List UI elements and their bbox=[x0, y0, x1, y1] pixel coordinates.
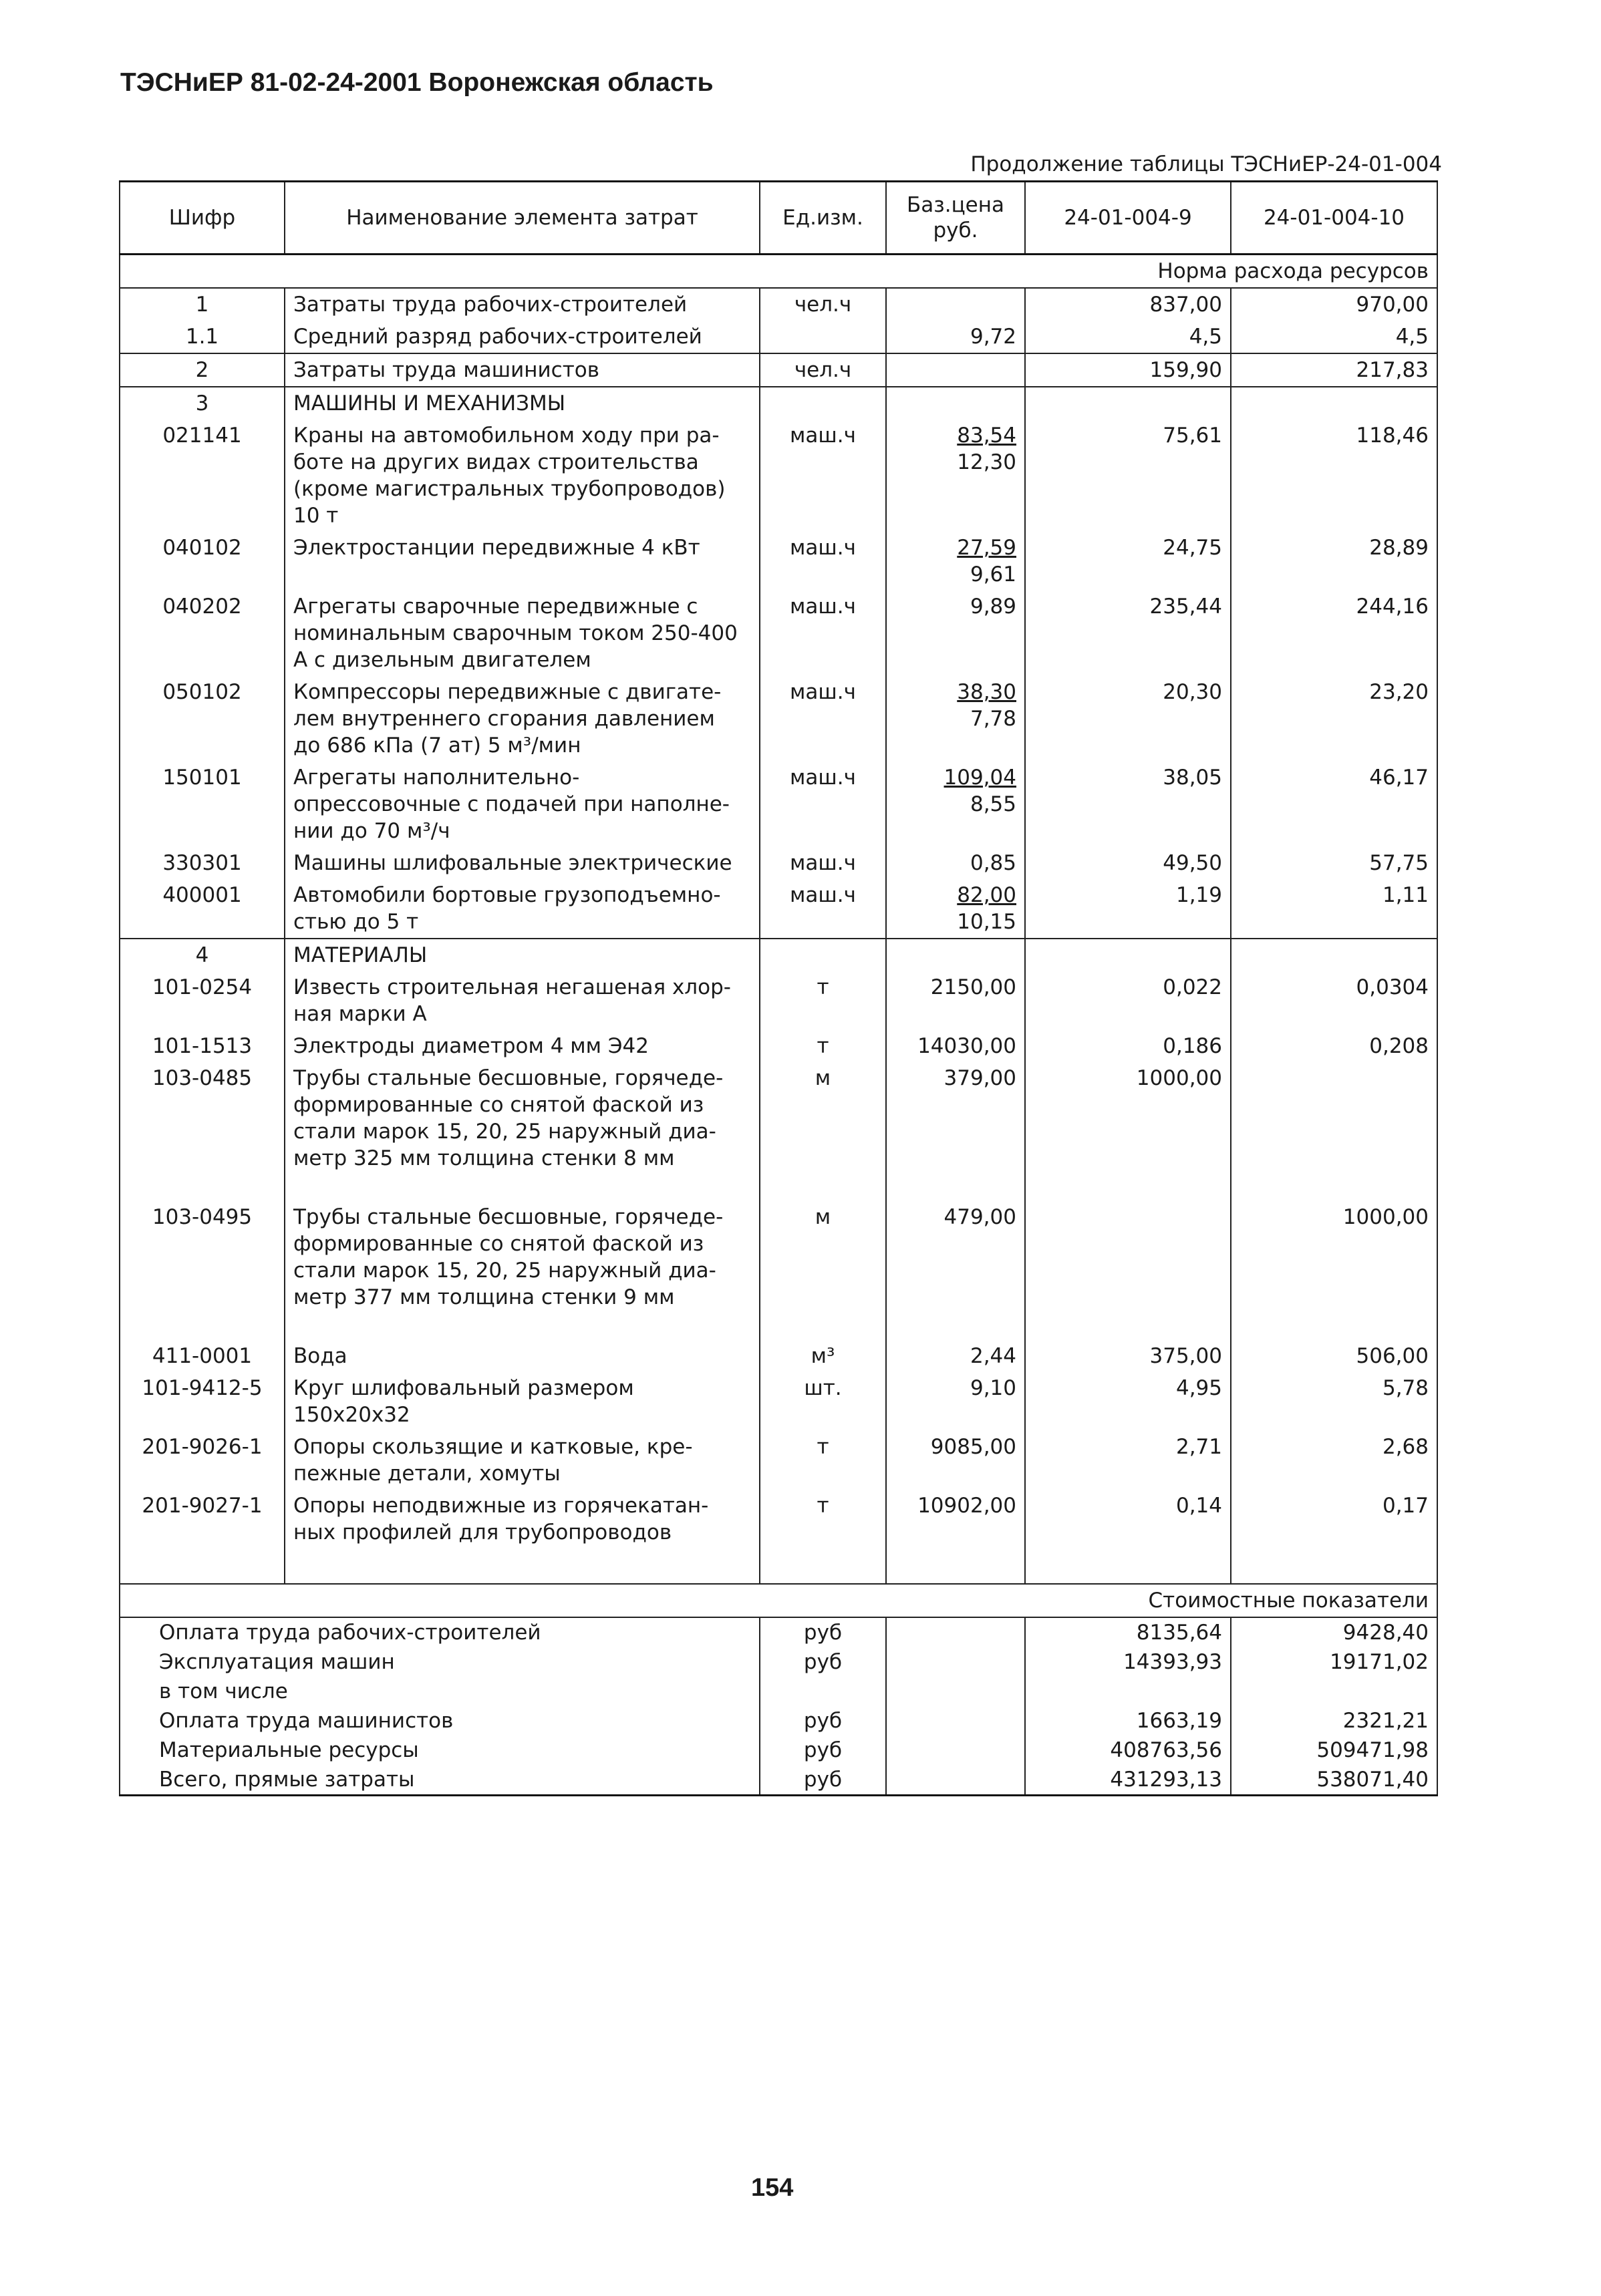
cost-value-1: 431293,13 bbox=[1025, 1765, 1231, 1796]
cost-unit: руб bbox=[760, 1736, 886, 1765]
cost-unit: руб bbox=[760, 1617, 886, 1647]
cost-header-row bbox=[120, 1584, 1437, 1617]
row-code: 103-0485 bbox=[120, 1062, 285, 1201]
row-unit: шт. bbox=[760, 1372, 886, 1431]
cost-row bbox=[120, 1706, 1437, 1736]
row-price bbox=[886, 532, 1025, 591]
cost-row bbox=[120, 1677, 1437, 1706]
norm-header: Норма расхода ресурсов bbox=[120, 255, 1437, 289]
cost-value-1: 408763,56 bbox=[1025, 1736, 1231, 1765]
row-unit: маш.ч bbox=[760, 420, 886, 532]
machine-operator-wage: 8,55 bbox=[970, 792, 1016, 816]
section-title: МАШИНЫ И МЕХАНИЗМЫ bbox=[285, 387, 760, 420]
row-name: Машины шлифовальные электрические bbox=[285, 847, 760, 879]
empty-cell bbox=[760, 939, 886, 971]
row-value-2: 217,83 bbox=[1231, 353, 1437, 387]
machine-row bbox=[120, 847, 1437, 879]
section-title: МАТЕРИАЛЫ bbox=[285, 939, 760, 971]
cost-row bbox=[120, 1647, 1437, 1677]
cost-value-2: 509471,98 bbox=[1231, 1736, 1437, 1765]
row-unit: т bbox=[760, 1431, 886, 1490]
row-value-2: 244,16 bbox=[1231, 591, 1437, 676]
material-row bbox=[120, 1490, 1437, 1548]
row-name: Агрегаты наполнительно- опрессовочные с подачей при наполне- нии до 70 м³/ч bbox=[285, 762, 760, 847]
cost-header: Стоимостные показатели bbox=[120, 1584, 1437, 1617]
cost-label: в том числе bbox=[120, 1677, 760, 1706]
row-value-1: 2,71 bbox=[1025, 1431, 1231, 1490]
row-value-2: 46,17 bbox=[1231, 762, 1437, 847]
row-value-2: 0,0304 bbox=[1231, 971, 1437, 1030]
row-unit: маш.ч bbox=[760, 676, 886, 762]
cost-label: Материальные ресурсы bbox=[120, 1736, 760, 1765]
machine-row bbox=[120, 420, 1437, 532]
row-code: 201-9027-1 bbox=[120, 1490, 285, 1548]
machine-operator-wage: 12,30 bbox=[957, 450, 1016, 474]
page-header: ТЭСНиЕР 81-02-24-2001 Воронежская область bbox=[120, 68, 714, 97]
machine-row bbox=[120, 879, 1437, 939]
cost-label: Оплата труда машинистов bbox=[120, 1706, 760, 1736]
row-value-2: 4,5 bbox=[1231, 321, 1437, 353]
row-value-1: 375,00 bbox=[1025, 1340, 1231, 1372]
row-value-2 bbox=[1231, 1062, 1437, 1201]
row-name: Электроды диаметром 4 мм Э42 bbox=[285, 1030, 760, 1062]
row-price bbox=[886, 676, 1025, 762]
row-code: 021141 bbox=[120, 420, 285, 532]
cost-row bbox=[120, 1765, 1437, 1796]
section-code: 4 bbox=[120, 939, 285, 971]
row-value-1: 235,44 bbox=[1025, 591, 1231, 676]
machine-operator-wage: 7,78 bbox=[970, 707, 1016, 731]
norm-header-row bbox=[120, 255, 1437, 289]
row-code: 040102 bbox=[120, 532, 285, 591]
row-unit: м³ bbox=[760, 1340, 886, 1372]
row-price bbox=[886, 288, 1025, 321]
row-price bbox=[886, 420, 1025, 532]
row-unit: маш.ч bbox=[760, 591, 886, 676]
row-unit: м bbox=[760, 1201, 886, 1340]
material-row bbox=[120, 1062, 1437, 1201]
row-value-1: 837,00 bbox=[1025, 288, 1231, 321]
row-name: Опоры неподвижные из горячекатан- ных профилей для трубопроводов bbox=[285, 1490, 760, 1548]
row-code: 201-9026-1 bbox=[120, 1431, 285, 1490]
header-price-line1: Баз.цена bbox=[906, 193, 1005, 217]
row-code: 101-0254 bbox=[120, 971, 285, 1030]
resource-table bbox=[119, 180, 1438, 1796]
empty-cell bbox=[886, 1765, 1025, 1796]
empty-cell bbox=[1025, 1548, 1231, 1584]
machine-operator-wage: 10,15 bbox=[957, 910, 1016, 934]
machine-price: 38,30 bbox=[957, 680, 1016, 704]
empty-cell bbox=[886, 1706, 1025, 1736]
row-unit: маш.ч bbox=[760, 879, 886, 939]
cost-unit: руб bbox=[760, 1706, 886, 1736]
empty-cell bbox=[1231, 1548, 1437, 1584]
machine-price: 0,85 bbox=[970, 851, 1016, 875]
row-value-1: 75,61 bbox=[1025, 420, 1231, 532]
row-price bbox=[886, 847, 1025, 879]
row-value-1: 159,90 bbox=[1025, 353, 1231, 387]
machine-price: 27,59 bbox=[957, 536, 1016, 560]
material-row bbox=[120, 1201, 1437, 1340]
machine-operator-wage: 9,61 bbox=[970, 562, 1016, 587]
row-value-2: 0,208 bbox=[1231, 1030, 1437, 1062]
cost-value-2 bbox=[1231, 1677, 1437, 1706]
row-value-2: 23,20 bbox=[1231, 676, 1437, 762]
row-unit: м bbox=[760, 1062, 886, 1201]
row-value-1: 4,5 bbox=[1025, 321, 1231, 353]
row-unit: т bbox=[760, 1490, 886, 1548]
empty-cell bbox=[886, 1736, 1025, 1765]
row-value-1: 0,022 bbox=[1025, 971, 1231, 1030]
row-unit: маш.ч bbox=[760, 847, 886, 879]
cost-label: Всего, прямые затраты bbox=[120, 1765, 760, 1796]
row-code: 101-1513 bbox=[120, 1030, 285, 1062]
row-unit: маш.ч bbox=[760, 532, 886, 591]
machine-row bbox=[120, 762, 1437, 847]
row-value-1: 20,30 bbox=[1025, 676, 1231, 762]
machine-row bbox=[120, 676, 1437, 762]
row-code: 411-0001 bbox=[120, 1340, 285, 1372]
row-code: 330301 bbox=[120, 847, 285, 879]
row-name: Краны на автомобильном ходу при ра- боте на других видах строительства (кроме магистральных трубопроводов) 10 т bbox=[285, 420, 760, 532]
cost-label: Оплата труда рабочих-строителей bbox=[120, 1617, 760, 1647]
page-number: 154 bbox=[751, 2174, 794, 2202]
section-code: 3 bbox=[120, 387, 285, 420]
section-row-machines bbox=[120, 387, 1437, 420]
row-code: 1 bbox=[120, 288, 285, 321]
row-name: Затраты труда машинистов bbox=[285, 353, 760, 387]
empty-cell bbox=[760, 1548, 886, 1584]
row-price: 9,72 bbox=[886, 321, 1025, 353]
empty-cell bbox=[886, 387, 1025, 420]
table-header-row bbox=[120, 182, 1437, 255]
row-unit: маш.ч bbox=[760, 762, 886, 847]
row-value-2: 506,00 bbox=[1231, 1340, 1437, 1372]
labor-row bbox=[120, 321, 1437, 353]
empty-cell bbox=[886, 1548, 1025, 1584]
empty-cell bbox=[886, 1677, 1025, 1706]
row-price: 10902,00 bbox=[886, 1490, 1025, 1548]
row-price: 2,44 bbox=[886, 1340, 1025, 1372]
row-code: 103-0495 bbox=[120, 1201, 285, 1340]
material-row bbox=[120, 1431, 1437, 1490]
row-unit: т bbox=[760, 971, 886, 1030]
row-value-2: 1000,00 bbox=[1231, 1201, 1437, 1340]
empty-cell bbox=[760, 387, 886, 420]
cost-label: Эксплуатация машин bbox=[120, 1647, 760, 1677]
empty-cell bbox=[1025, 939, 1231, 971]
row-value-1: 0,186 bbox=[1025, 1030, 1231, 1062]
header-variant-2: 24-01-004-10 bbox=[1231, 182, 1437, 255]
row-name: Трубы стальные бесшовные, горячеде- формированные со снятой фаской из стали марок 15, 20, 25 наружный диа- метр 377 мм толщина стенки 9 мм bbox=[285, 1201, 760, 1340]
machine-price: 109,04 bbox=[943, 766, 1016, 790]
row-name: Агрегаты сварочные передвижные с номинальным сварочным током 250-400 А с дизельным двигателем bbox=[285, 591, 760, 676]
row-code: 050102 bbox=[120, 676, 285, 762]
row-price: 2150,00 bbox=[886, 971, 1025, 1030]
machine-price: 83,54 bbox=[957, 424, 1016, 448]
row-value-2: 28,89 bbox=[1231, 532, 1437, 591]
header-variant-1: 24-01-004-9 bbox=[1025, 182, 1231, 255]
empty-cell bbox=[1231, 939, 1437, 971]
labor-row bbox=[120, 288, 1437, 321]
row-value-2: 2,68 bbox=[1231, 1431, 1437, 1490]
row-value-2: 5,78 bbox=[1231, 1372, 1437, 1431]
row-code: 101-9412-5 bbox=[120, 1372, 285, 1431]
cost-value-2: 2321,21 bbox=[1231, 1706, 1437, 1736]
row-name: Электростанции передвижные 4 кВт bbox=[285, 532, 760, 591]
material-row bbox=[120, 1372, 1437, 1431]
empty-cell bbox=[120, 1548, 285, 1584]
material-row bbox=[120, 1030, 1437, 1062]
row-unit: чел.ч bbox=[760, 288, 886, 321]
cost-value-1: 1663,19 bbox=[1025, 1706, 1231, 1736]
row-value-1: 1000,00 bbox=[1025, 1062, 1231, 1201]
material-row bbox=[120, 1340, 1437, 1372]
row-price: 9,10 bbox=[886, 1372, 1025, 1431]
row-price: 479,00 bbox=[886, 1201, 1025, 1340]
machine-price: 9,89 bbox=[970, 595, 1016, 619]
row-code: 040202 bbox=[120, 591, 285, 676]
row-price bbox=[886, 353, 1025, 387]
row-value-1 bbox=[1025, 1201, 1231, 1340]
cost-value-1: 14393,93 bbox=[1025, 1647, 1231, 1677]
header-price bbox=[886, 182, 1025, 255]
cost-row bbox=[120, 1617, 1437, 1647]
cost-value-2: 9428,40 bbox=[1231, 1617, 1437, 1647]
empty-cell bbox=[886, 1647, 1025, 1677]
row-value-2: 118,46 bbox=[1231, 420, 1437, 532]
row-unit bbox=[760, 321, 886, 353]
empty-cell bbox=[1231, 387, 1437, 420]
section-row-materials bbox=[120, 939, 1437, 971]
row-unit: чел.ч bbox=[760, 353, 886, 387]
row-price bbox=[886, 879, 1025, 939]
row-name: Затраты труда рабочих-строителей bbox=[285, 288, 760, 321]
cost-unit: руб bbox=[760, 1765, 886, 1796]
row-value-2: 1,11 bbox=[1231, 879, 1437, 939]
empty-cell bbox=[1025, 387, 1231, 420]
row-name: Вода bbox=[285, 1340, 760, 1372]
row-price: 14030,00 bbox=[886, 1030, 1025, 1062]
row-name: Компрессоры передвижные с двигате- лем внутреннего сгорания давлением до 686 кПа (7 ат) 5 м³/мин bbox=[285, 676, 760, 762]
header-unit: Ед.изм. bbox=[760, 182, 886, 255]
machine-row bbox=[120, 532, 1437, 591]
table-continuation-caption: Продолжение таблицы ТЭСНиЕР-24-01-004 bbox=[970, 152, 1442, 176]
row-code: 2 bbox=[120, 353, 285, 387]
empty-cell bbox=[886, 1617, 1025, 1647]
row-value-1: 24,75 bbox=[1025, 532, 1231, 591]
spacer-row bbox=[120, 1548, 1437, 1584]
row-name: Трубы стальные бесшовные, горячеде- формированные со снятой фаской из стали марок 15, 20, 25 наружный диа- метр 325 мм толщина стенки 8 мм bbox=[285, 1062, 760, 1201]
row-value-2: 57,75 bbox=[1231, 847, 1437, 879]
row-code: 1.1 bbox=[120, 321, 285, 353]
row-code: 400001 bbox=[120, 879, 285, 939]
row-name: Круг шлифовальный размером 150x20x32 bbox=[285, 1372, 760, 1431]
cost-value-2: 19171,02 bbox=[1231, 1647, 1437, 1677]
row-code: 150101 bbox=[120, 762, 285, 847]
row-value-1: 1,19 bbox=[1025, 879, 1231, 939]
material-row bbox=[120, 971, 1437, 1030]
machine-row bbox=[120, 591, 1437, 676]
cost-value-1 bbox=[1025, 1677, 1231, 1706]
cost-row bbox=[120, 1736, 1437, 1765]
machine-price: 82,00 bbox=[957, 883, 1016, 907]
row-value-1: 0,14 bbox=[1025, 1490, 1231, 1548]
cost-value-1: 8135,64 bbox=[1025, 1617, 1231, 1647]
row-value-1: 38,05 bbox=[1025, 762, 1231, 847]
labor-row bbox=[120, 353, 1437, 387]
row-price: 9085,00 bbox=[886, 1431, 1025, 1490]
header-code: Шифр bbox=[120, 182, 285, 255]
header-price-line2: руб. bbox=[933, 218, 978, 242]
row-name: Средний разряд рабочих-строителей bbox=[285, 321, 760, 353]
row-name: Автомобили бортовые грузоподъемно- стью до 5 т bbox=[285, 879, 760, 939]
row-name: Известь строительная негашеная хлор- ная марки А bbox=[285, 971, 760, 1030]
row-value-2: 970,00 bbox=[1231, 288, 1437, 321]
row-value-2: 0,17 bbox=[1231, 1490, 1437, 1548]
cost-unit: руб bbox=[760, 1647, 886, 1677]
row-price: 379,00 bbox=[886, 1062, 1025, 1201]
empty-cell bbox=[886, 939, 1025, 971]
row-value-1: 4,95 bbox=[1025, 1372, 1231, 1431]
cost-unit bbox=[760, 1677, 886, 1706]
row-price bbox=[886, 591, 1025, 676]
row-value-1: 49,50 bbox=[1025, 847, 1231, 879]
header-name: Наименование элемента затрат bbox=[285, 182, 760, 255]
cost-value-2: 538071,40 bbox=[1231, 1765, 1437, 1796]
row-unit: т bbox=[760, 1030, 886, 1062]
empty-cell bbox=[285, 1548, 760, 1584]
row-price bbox=[886, 762, 1025, 847]
row-name: Опоры скользящие и катковые, кре- пежные детали, хомуты bbox=[285, 1431, 760, 1490]
